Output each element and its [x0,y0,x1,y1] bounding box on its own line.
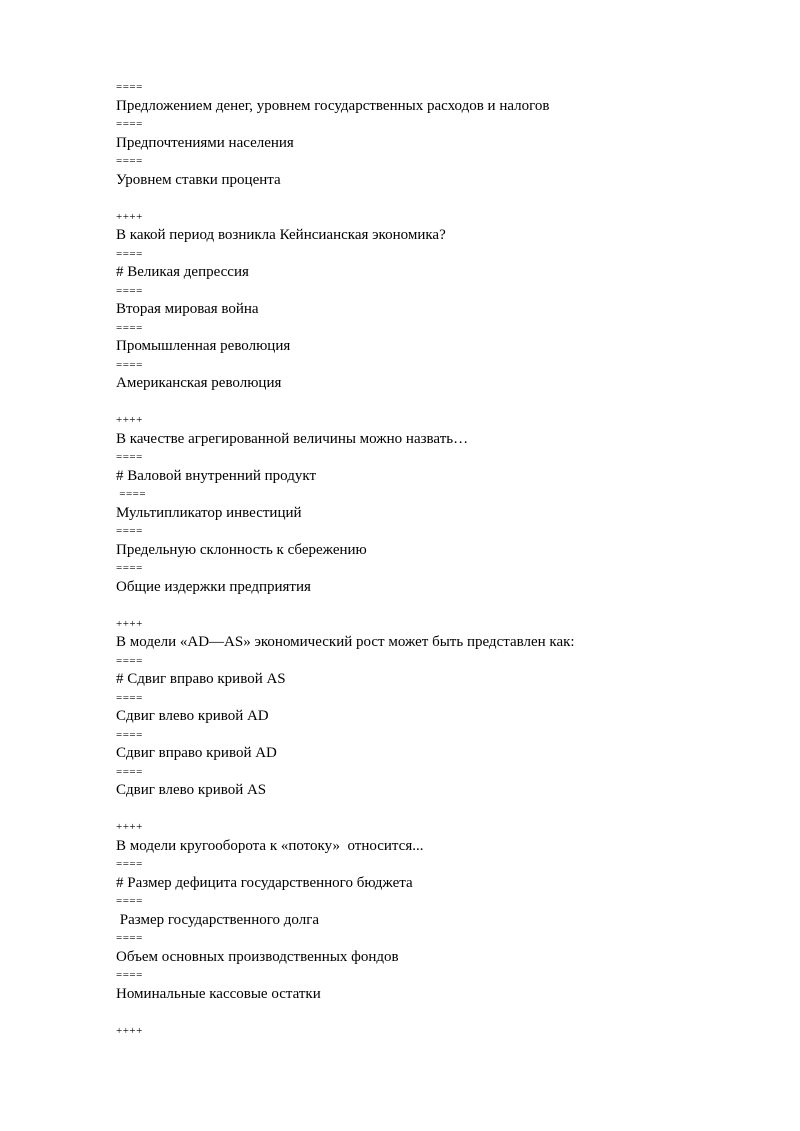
text-line: Предложением денег, уровнем государственных расходов и налогов [116,97,550,114]
text-line: В какой период возникла Кейнсианская экономика? [116,227,446,243]
separator-line: ==== [116,247,143,260]
separator-line: ++++ [116,821,143,833]
text-line: Общие издержки предприятия [116,578,311,595]
blank-line [116,596,756,615]
text-line: В качестве агрегированной величины можно назвать… [116,430,469,447]
separator-line: ==== [116,488,147,500]
separator-line: ==== [116,969,143,981]
document-page [116,78,756,1040]
separator-line: ==== [116,932,143,944]
text-line: # Сдвиг вправо кривой AS [116,671,286,687]
blank-line [116,393,756,412]
text-line: # Размер дефицита государственного бюджета [116,874,413,891]
text-line: # Великая депрессия [116,264,249,280]
text-line: В модели кругооборота к «потоку» относится... [116,837,424,854]
text-line: Предпочтениями населения [116,134,294,151]
text-line: # Валовой внутренний продукт [116,467,317,484]
blank-line [116,189,756,208]
text-line: Номинальные кассовые остатки [116,985,321,1002]
text-line: Сдвиг влево кривой AS [116,782,267,798]
text-line: Объем основных производственных фондов [116,948,399,965]
text-line: Мультипликатор инвестиций [116,504,302,521]
separator-line: ==== [116,765,143,778]
separator-line: ==== [116,525,143,537]
separator-line: ++++ [116,210,143,223]
text-line: В модели «AD—AS» экономический рост может быть представлен как: [116,634,575,650]
text-line: Предельную склонность к сбережению [116,541,367,558]
blank-line [116,1003,756,1022]
text-line: Сдвиг вправо кривой AD [116,745,277,761]
separator-line: ==== [116,321,143,334]
separator-line: ==== [116,895,143,907]
separator-line: ++++ [116,617,143,630]
text-line: Промышленная революция [116,338,291,354]
separator-line: ==== [116,284,143,297]
separator-line: ==== [116,118,143,130]
separator-line: ==== [116,451,143,463]
separator-line: ++++ [116,414,143,426]
separator-line: ==== [116,155,143,167]
separator-line: ==== [116,562,143,574]
separator-line: ++++ [116,1024,143,1037]
text-line: Размер государственного долга [116,911,319,928]
text-line: Уровнем ставки процента [116,171,281,188]
separator-line: ==== [116,858,143,870]
separator-line: ==== [116,654,143,667]
blank-line [116,800,756,819]
separator-line: ==== [116,728,143,741]
separator-line: ==== [116,358,143,371]
text-line: Вторая мировая война [116,301,259,317]
text-line: Сдвиг влево кривой AD [116,708,269,724]
separator-line: ==== [116,691,143,704]
text-line: Американская революция [116,375,282,391]
separator-line: ==== [116,81,143,93]
